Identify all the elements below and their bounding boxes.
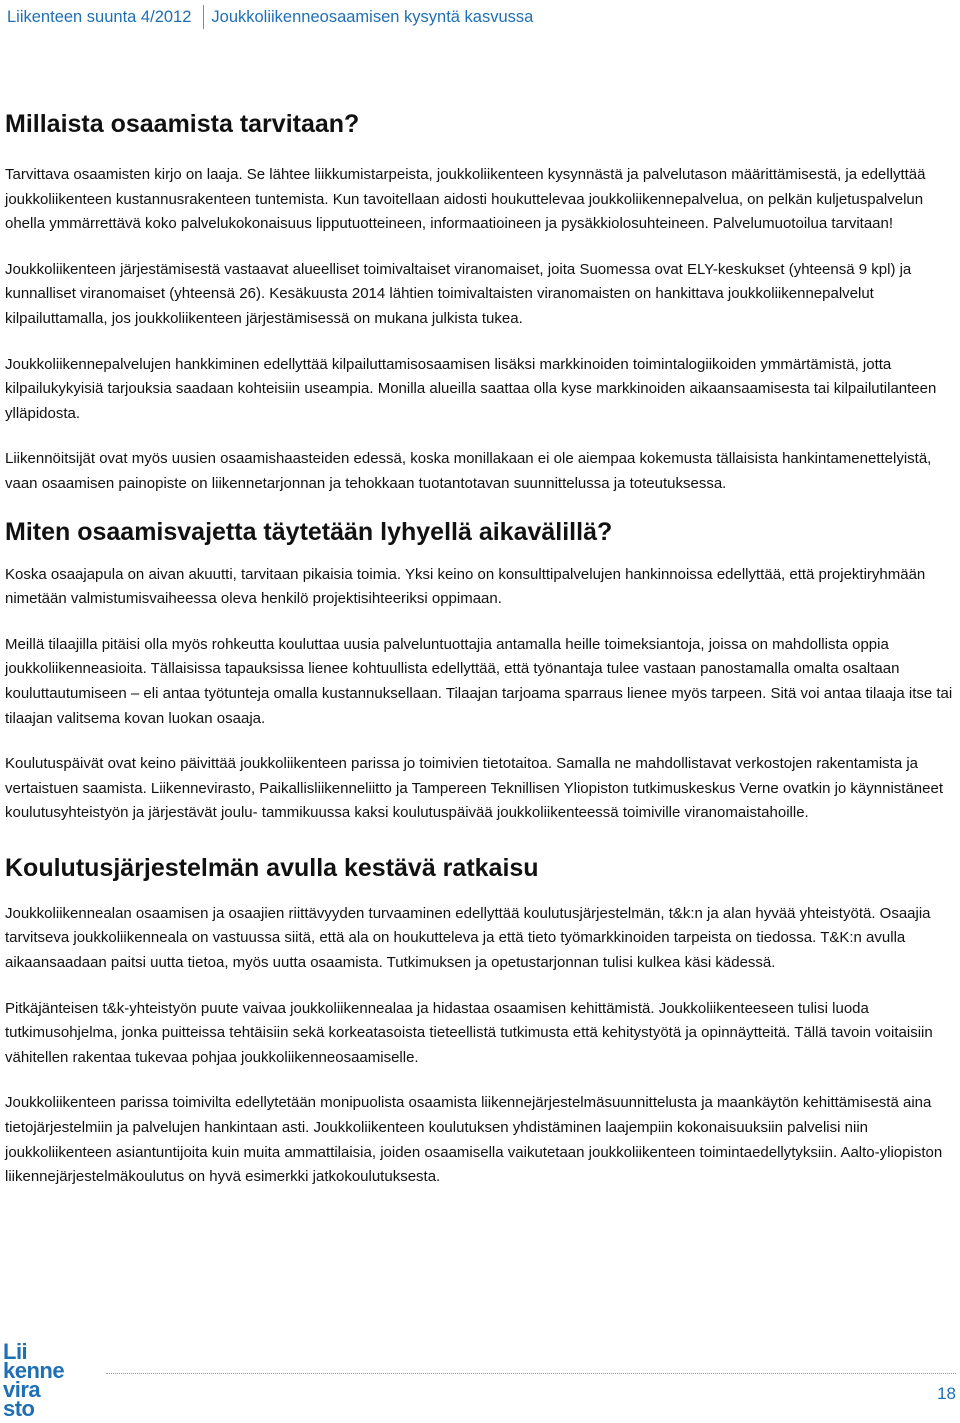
section-koulutusjarjestelma bbox=[5, 850, 957, 1190]
footer-divider bbox=[106, 1373, 956, 1374]
paragraph: Joukkoliikennepalvelujen hankkiminen edellyttää kilpailuttamisosaamisen lisäksi markkinoiden toimintalogiikoiden ymmärtämistä, jotta kilpailukykyisiä tarjouksia saadaan kohteisiin useampia. Monilla alueilla saattaa olla kyse markkinoiden aikaansaamisesta tai kilpailutilanteen ylläpidosta. bbox=[5, 355, 937, 422]
article-title: Joukkoliikenneosaamisen kysyntä kasvussa bbox=[211, 7, 534, 26]
paragraph: Joukkoliikenteen parissa toimivilta edellytetään monipuolista osaamista liikennejärjestelmäsuunnittelusta ja maankäytön kehittämisestä aina tietojärjestelmiin ja palvelujen hankintaan asti. Joukkoliikenteen koulutuksen yhdistäminen laajempiin kokonaisuuksiin palvelisi niin joukkoliikenteen asiantuntijoita kuin muita ammattilaisia, joiden osaamisella vaikutetaan joukkoliikenteen toimintaedellytyksiin. Aalto-yliopiston liikennejärjestelmäkoulutus on hyvä esimerkki jatkokoulutuksesta. bbox=[5, 1094, 943, 1186]
page-number: 18 bbox=[937, 1384, 956, 1403]
logo-line: kenne bbox=[3, 1358, 65, 1383]
paragraph: Koska osaajapula on aivan akuutti, tarvitaan pikaisia toimia. Yksi keino on konsulttipalvelujen hankinnoissa edellyttää, että projektiryhmään nimetään valmistumisvaiheessa oleva henkilö projektisihteeriksi oppimaan. bbox=[5, 565, 926, 608]
section-osaamisen-tarve bbox=[5, 106, 957, 497]
section-heading: Miten osaamisvajetta täytetään lyhyellä aikavälillä? bbox=[5, 517, 613, 546]
paragraph: Tarvittava osaamisten kirjo on laaja. Se lähtee liikkumistarpeista, joukkoliikenteen kysynnästä ja palvelutason määrittämisestä, ja edellyttää joukkoliikenteen kustannusrakenteen tuntemista. Kun tavoitellaan aidosti houkuttelevaa joukkoliikennepalvelua, on pelkän kuljetuspalvelun ohella ymmärrettävä koko palvelukokonaisuus lipputuotteineen, informaatioineen ja pysäkkiolosuhteineen. Palvelumuotoilua tarvitaan! bbox=[5, 166, 926, 233]
logo-line: sto bbox=[3, 1396, 35, 1421]
paragraph: Koulutuspäivät ovat keino päivittää joukkoliikenteen parissa jo toimivien tietotaitoa. Samalla ne mahdollistavat verkostojen rakentamista ja vertaistuen saamista. Liikennevirasto, Paikallisliikenneliitto ja Tampereen Teknillisen Yliopiston tutkimuskeskus Verne ovatkin jo käynnistäneet koulutusyhteistyön ja järjestävät joulu- tammikuussa kaksi koulutuspäivää joukkoliikenteessä toimiville viranomaistahoille. bbox=[5, 755, 943, 822]
logo-line: Lii bbox=[3, 1339, 28, 1364]
section-heading: Millaista osaamista tarvitaan? bbox=[5, 110, 360, 138]
section-heading: Koulutusjärjestelmän avulla kestävä ratkaisu bbox=[5, 853, 539, 882]
publication-title: Liikenteen suunta 4/2012 bbox=[7, 7, 192, 26]
paragraph: Pitkäjänteisen t&k-yhteistyön puute vaivaa joukkoliikennealaa ja hidastaa osaamisen kehittämistä. Joukkoliikenteeseen tulisi luoda tutkimusohjelma, jonka puitteissa tehtäisiin sekä korkeatasoista tieteellistä tutkimusta että kehitystyötä ja opinnäytteitä. Tällä tavoin voitaisiin vähitellen rakentaa tukevaa pohjaa joukkoliikenneosaamiselle. bbox=[5, 999, 933, 1066]
header-divider bbox=[203, 5, 204, 29]
paragraph: Meillä tilaajilla pitäisi olla myös rohkeutta kouluttaa uusia palveluntuottajia antamalla heille toimeksiantoja, joissa on mahdollista oppia joukkoliikenneasioita. Tällaisissa tapauksissa lienee kohtuullista edellyttää, että työnantaja tulee vastaan panostamalla omalta osaltaan kouluttautumiseen – eli antaa työtunteja omalla kustannuksellaan. Tilaajan tarjoama sparraus lienee myös tarpeen. Sitä voi antaa tilaaja itse tai tilaajan valitsema kovan luokan osaaja. bbox=[5, 635, 953, 727]
running-header bbox=[7, 4, 533, 30]
logo-line: vira bbox=[3, 1377, 41, 1402]
paragraph: Liikennöitsijät ovat myös uusien osaamishaasteiden edessä, koska monillakaan ei ole aiempaa kokemusta tällaisista hankintamenettelyistä, vaan osaamisen painopiste on liikennetarjonnan ja tehokkaan tuotantotavan suunnittelussa ja toteutuksessa. bbox=[5, 450, 932, 492]
section-lyhyen-aikavalin-toimet bbox=[5, 514, 957, 826]
article-body bbox=[5, 106, 957, 1190]
paragraph: Joukkoliikennealan osaamisen ja osaajien riittävyyden turvaaminen edellyttää koulutusjärjestelmän, t&k:n ja alan hyvää yhteistyötä. Osaajia tarvitseva joukkoliikenneala on vastuussa siitä, että ala on houkutteleva ja että tieto työmarkkinoiden tarpeista on tiedossa. T&K:n avulla aikaansaadaan paitsi uutta tietoa, myös uutta osaamista. Tutkimuksen ja opetustarjonnan tulisi kulkea käsi kädessä. bbox=[5, 904, 931, 972]
liikennevirasto-logo bbox=[3, 1339, 69, 1421]
paragraph: Joukkoliikenteen järjestämisestä vastaavat alueelliset toimivaltaiset viranomaiset, joita Suomessa ovat ELY-keskukset (yhteensä 9 kpl) ja kunnalliset viranomaiset (yhteensä 26). Kesäkuusta 2014 lähtien toimivaltaisten viranomaisten on hankittava joukkoliikennepalvelut kilpailuttamalla, jos joukkoliikenteen järjestämisessä on mukana julkista tukea. bbox=[5, 260, 912, 327]
